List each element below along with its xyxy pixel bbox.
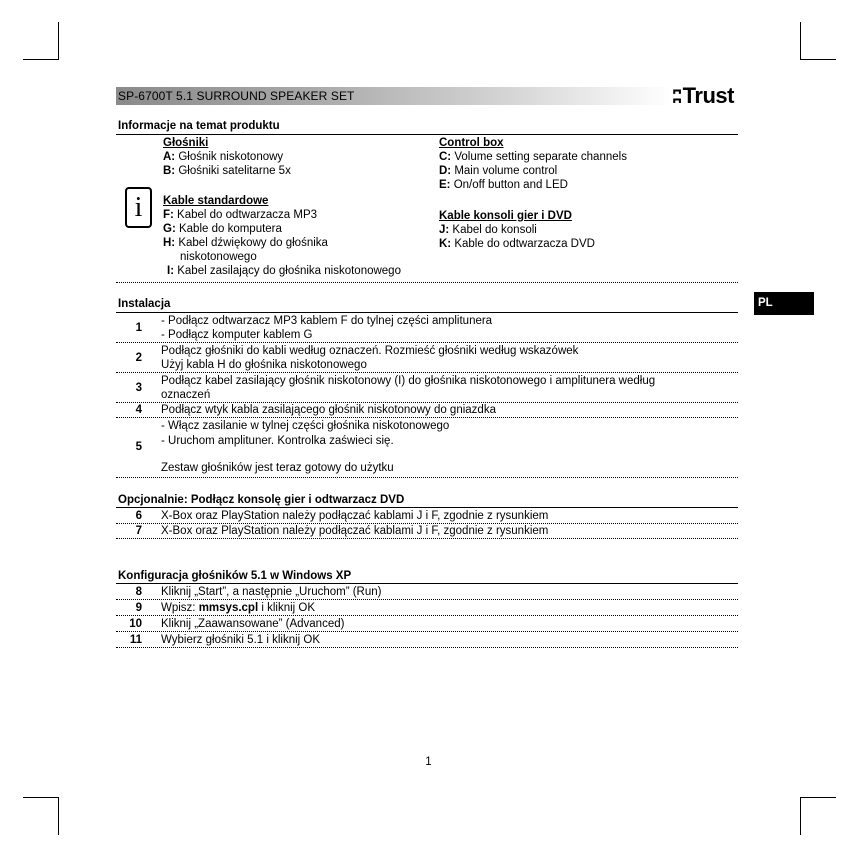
game-cable-item: J: Kabel do konsoli xyxy=(439,224,537,236)
cable-item: F: Kabel do odtwarzacza MP3 xyxy=(163,209,318,221)
crop-mark-bottom-left-v xyxy=(58,797,59,835)
control-box-block xyxy=(439,136,627,192)
logo-mark-icon: ʭ xyxy=(672,87,682,107)
step-text: oznaczeń xyxy=(161,389,211,401)
speaker-item: A: Głośnik niskotonowy xyxy=(163,151,284,163)
step-text: - Podłącz odtwarzacz MP3 kablem F do tylnej części amplitunera xyxy=(161,315,493,327)
step-divider xyxy=(116,417,738,418)
step-number: 2 xyxy=(135,352,142,364)
step-divider xyxy=(116,538,738,539)
speaker-item: B: Głośniki satelitarne 5x xyxy=(163,165,291,177)
control-box-item: E: On/off button and LED xyxy=(439,179,568,191)
installation-title: Instalacja xyxy=(118,298,171,310)
game-cables-heading: Kable konsoli gier i DVD xyxy=(439,210,572,222)
crop-mark-top-right-h xyxy=(800,59,836,60)
crop-mark-top-left-h xyxy=(23,59,59,60)
speakers-block xyxy=(163,136,291,178)
crop-mark-bottom-right-h xyxy=(800,797,836,798)
step-text: - Włącz zasilanie w tylnej części głośnika niskotonowego xyxy=(161,420,450,432)
step-divider xyxy=(116,599,738,600)
control-box-item: D: Main volume control xyxy=(439,165,558,177)
cables-heading: Kable standardowe xyxy=(163,195,269,207)
product-info-title: Informacje na temat produktu xyxy=(118,120,280,132)
step-number: 3 xyxy=(135,382,142,394)
step-number: 4 xyxy=(135,404,142,416)
step-text: X-Box oraz PlayStation należy podłączać kablami J i F, zgodnie z rysunkiem xyxy=(161,525,549,537)
language-tab: PL xyxy=(754,292,814,315)
product-info-rule xyxy=(116,134,738,135)
cable-item-continued: niskotonowego xyxy=(180,251,257,263)
step-text: X-Box oraz PlayStation należy podłączać kablami J i F, zgodnie z rysunkiem xyxy=(161,510,549,522)
step-number: 5 xyxy=(135,441,142,453)
step-number: 6 xyxy=(135,510,142,522)
config-rule xyxy=(116,583,738,584)
logo-text: Trust xyxy=(682,83,734,108)
cables-block xyxy=(163,194,401,278)
step-number: 8 xyxy=(135,586,142,598)
step-text: Kliknij „Zaawansowane” (Advanced) xyxy=(161,618,345,630)
crop-mark-top-left-v xyxy=(58,22,59,60)
step-divider xyxy=(116,631,738,632)
game-cables-block xyxy=(439,209,595,251)
speakers-heading: Głośniki xyxy=(163,137,209,149)
step-text: - Uruchom amplituner. Kontrolka zaświeci się. xyxy=(161,435,394,447)
step-text: Użyj kabla H do głośnika niskotonowego xyxy=(161,359,367,371)
step-number: 11 xyxy=(129,634,142,646)
cable-item: G: Kable do komputera xyxy=(163,223,282,235)
step-divider xyxy=(116,647,738,648)
step-text: - Podłącz komputer kablem G xyxy=(161,329,313,341)
crop-mark-bottom-right-v xyxy=(800,797,801,835)
game-cable-item: K: Kable do odtwarzacza DVD xyxy=(439,238,595,250)
optional-rule xyxy=(116,507,738,508)
trust-logo xyxy=(672,84,734,109)
step-number: 7 xyxy=(135,525,142,537)
step-text: Podłącz głośniki do kabli według oznaczeń. Rozmieść głośniki według wskazówek xyxy=(161,345,579,357)
step-divider xyxy=(116,615,738,616)
step-text: Podłącz wtyk kabla zasilającego głośnik niskotonowy do gniazdka xyxy=(161,404,496,416)
control-box-heading: Control box xyxy=(439,137,504,149)
step-text: Podłącz kabel zasilający głośnik niskotonowy (I) do głośnika niskotonowego i amplitunera według xyxy=(161,375,656,387)
step-number: 1 xyxy=(135,322,142,334)
step-text: Kliknij „Start”, a następnie „Uruchom” (Run) xyxy=(161,586,382,598)
step-divider xyxy=(116,372,738,373)
optional-title: Opcjonalnie: Podłącz konsolę gier i odtwarzacz DVD xyxy=(118,494,405,506)
config-title: Konfiguracja głośników 5.1 w Windows XP xyxy=(118,570,352,582)
step-number: 9 xyxy=(135,602,142,614)
product-info-end-rule xyxy=(116,282,738,283)
step-text: Zestaw głośników jest teraz gotowy do użytku xyxy=(161,462,394,474)
control-box-item: C: Volume setting separate channels xyxy=(439,151,627,163)
step-text: Wybierz głośniki 5.1 i kliknij OK xyxy=(161,634,321,646)
header-title: SP-6700T 5.1 SURROUND SPEAKER SET xyxy=(118,89,355,103)
info-icon: i xyxy=(125,187,152,228)
step-text: Wpisz: mmsys.cpl i kliknij OK xyxy=(161,602,316,614)
installation-rule xyxy=(116,312,738,313)
step-number: 10 xyxy=(129,618,142,630)
page-number: 1 xyxy=(425,756,432,768)
cable-item: H: Kabel dźwiękowy do głośnika xyxy=(163,237,328,249)
crop-mark-top-right-v xyxy=(800,22,801,60)
crop-mark-bottom-left-h xyxy=(23,797,59,798)
step-divider xyxy=(116,477,738,478)
step-divider xyxy=(116,342,738,343)
command-text: mmsys.cpl xyxy=(198,602,259,614)
cable-item: I: Kabel zasilający do głośnika niskotonowego xyxy=(167,265,401,277)
